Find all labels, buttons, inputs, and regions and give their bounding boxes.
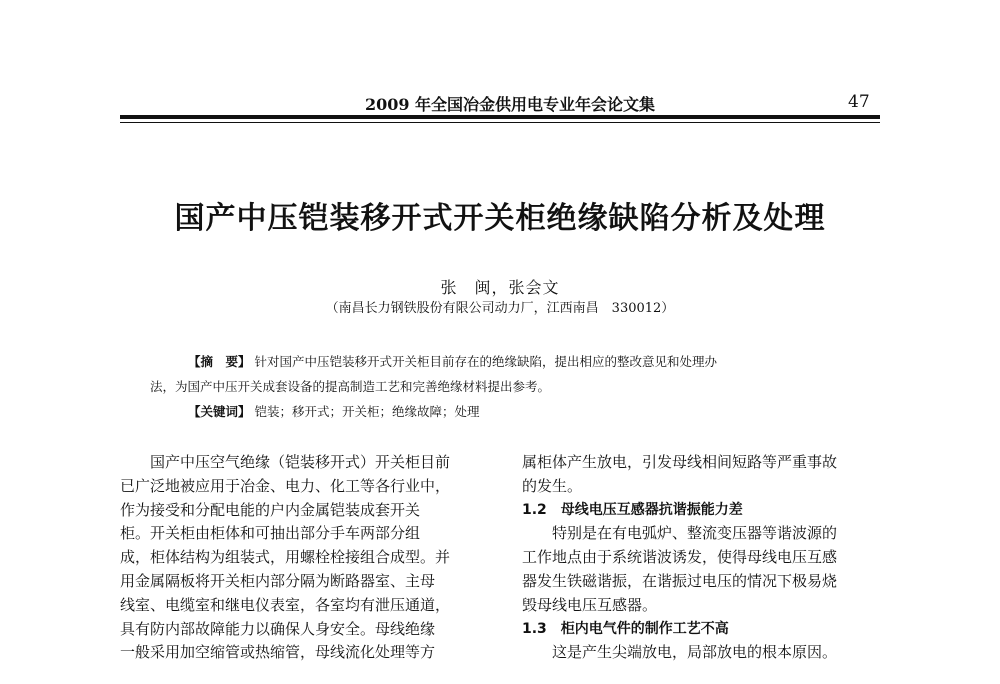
text-line: 特别是在有电弧炉、整流变压器等谐波源的 — [552, 524, 838, 543]
text-line: 毁母线电压互感器。 — [522, 595, 658, 614]
keywords-label: 【关键词】 — [188, 404, 251, 419]
running-header-title: 2009 年全国冶金供用电专业年会论文集 — [364, 95, 656, 114]
header-rule-thin — [120, 122, 880, 123]
text-line: 用金属隔板将开关柜内部分隔为断路器室、主母 — [120, 571, 436, 590]
text-line: 一般采用加空缩管或热缩管，母线流化处理等方 — [120, 643, 436, 662]
text-line: 这是产生尖端放电，局部放电的根本原因。 — [552, 643, 838, 662]
text-line: 国产中压空气绝缘（铠装移开式）开关柜目前 — [150, 453, 451, 471]
body-column-left — [120, 451, 500, 665]
body-column-right — [522, 451, 902, 665]
section-heading-1-2: 1.2 母线电压互感器抗谐振能力差 — [522, 501, 743, 518]
keywords-line — [150, 399, 870, 424]
abstract-line-1 — [150, 349, 870, 374]
header-rule-thick — [120, 115, 880, 119]
text-line: 柜。开关柜由柜体和可抽出部分手车两部分组 — [120, 524, 421, 543]
abstract-line-2: 法，为国产中压开关成套设备的提高制造工艺和完善绝缘材料提出参考。 — [150, 379, 551, 394]
keywords-text: 铠装；移开式；开关柜；绝缘故障；处理 — [254, 404, 480, 419]
text-line: 具有防内部故障能力以确保人身安全。母线绝缘 — [120, 619, 436, 638]
text-line: 属柜体产生放电，引发母线相间短路等严重事故 — [522, 453, 838, 471]
section-heading-1-3: 1.3 柜内电气件的制作工艺不高 — [522, 620, 729, 637]
page-number: 47 — [848, 92, 870, 112]
text-line: 线室、电缆室和继电仪表室，各室均有泄压通道， — [120, 595, 451, 614]
affiliation: （南昌长力钢铁股份有限公司动力厂，江西南昌 330012） — [325, 301, 675, 316]
paper-title: 国产中压铠装移开式开关柜绝缘缺陷分析及处理 — [174, 201, 826, 236]
text-line: 的发生。 — [522, 476, 583, 495]
authors: 张 闽，张会文 — [440, 278, 560, 297]
text-line: 作为接受和分配电能的户内金属铠装成套开关 — [120, 500, 421, 519]
abstract-label: 【摘 要】 — [188, 354, 251, 369]
text-line: 已广泛地被应用于冶金、电力、化工等各行业中， — [120, 476, 451, 495]
abstract-block — [150, 349, 870, 424]
abstract-text-1: 针对国产中压铠装移开式开关柜目前存在的绝缘缺陷，提出相应的整改意见和处理办 — [254, 354, 718, 369]
text-line: 工作地点由于系统谐波诱发，使得母线电压互感 — [522, 548, 838, 567]
text-line: 器发生铁磁谐振，在谐振过电压的情况下极易烧 — [522, 571, 838, 590]
text-line: 成，柜体结构为组装式，用螺栓栓接组合成型。并 — [120, 548, 451, 567]
